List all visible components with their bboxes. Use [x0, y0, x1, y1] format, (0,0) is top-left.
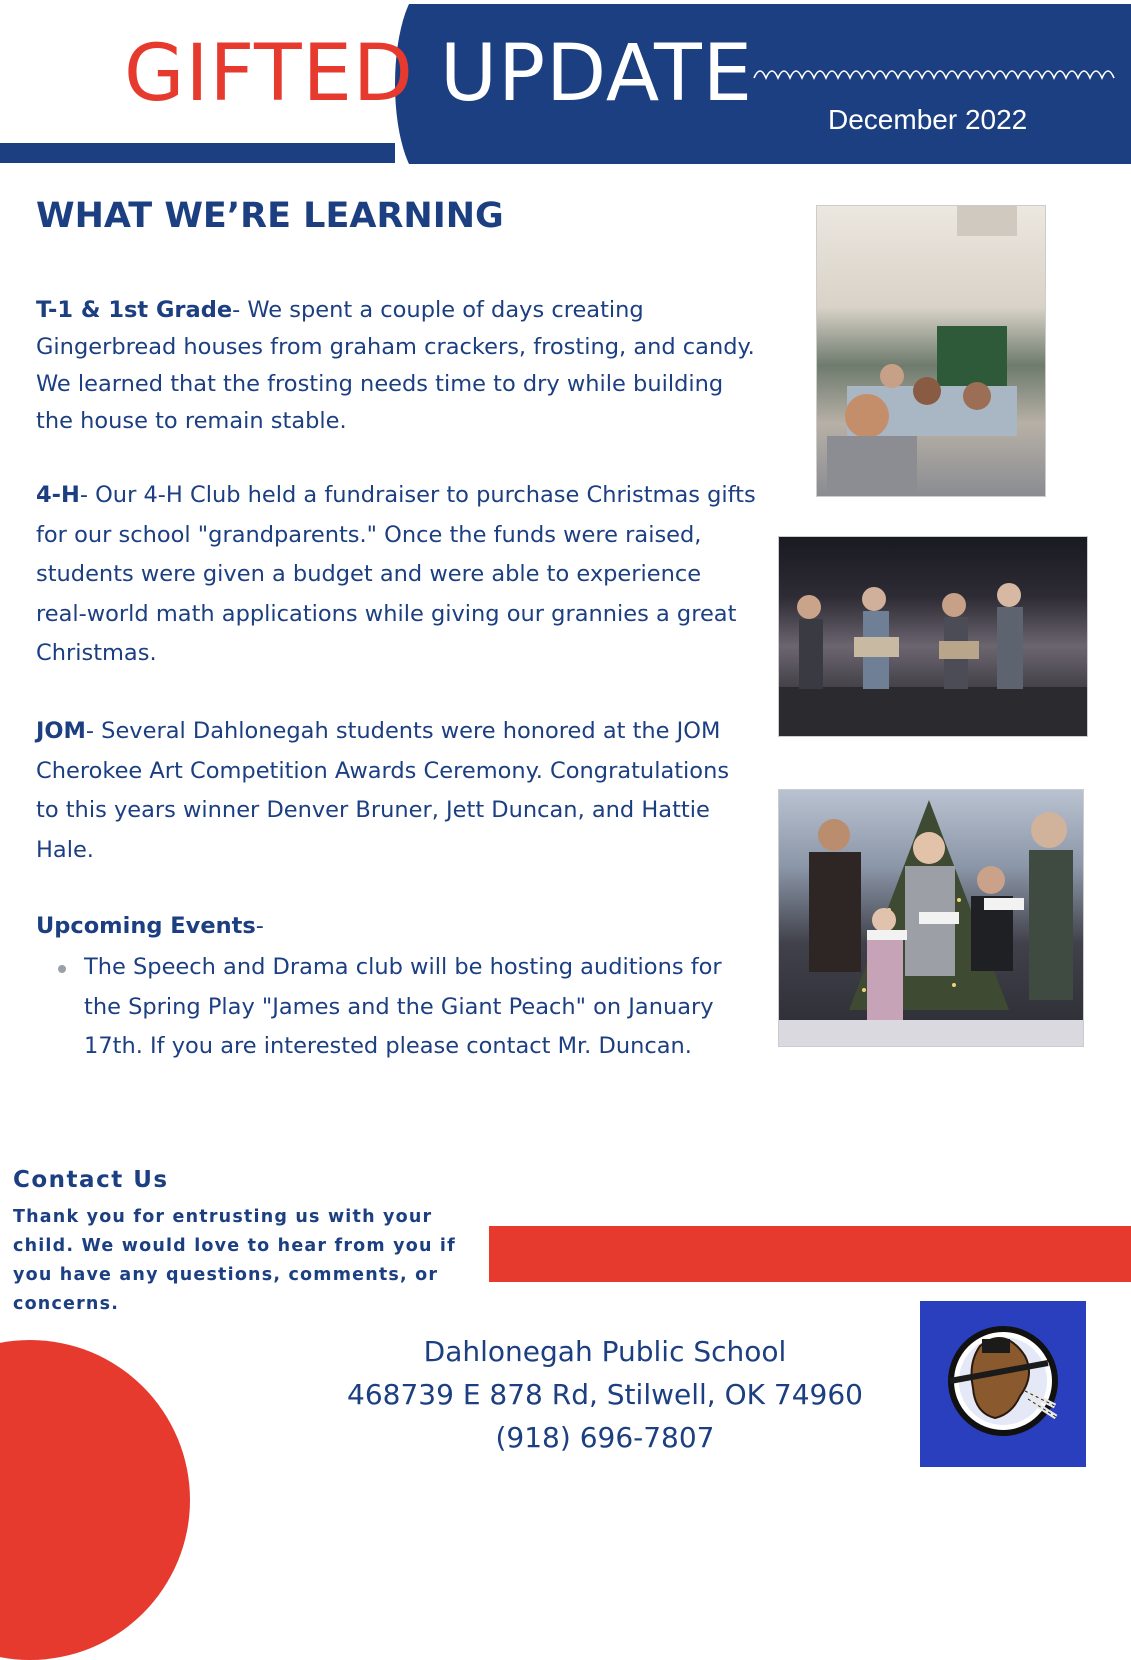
- paragraph-label: T-1 & 1st Grade: [36, 297, 233, 323]
- red-accent-bar: [489, 1226, 1131, 1282]
- wave-decoration: [752, 60, 1124, 86]
- contact-title: Contact Us: [13, 1167, 169, 1193]
- paragraph-text: - Our 4-H Club held a fundraiser to purchase Christmas gifts for our school "grandparents." Once the funds were raised, students were given a budget and were able to experience real-world math applications while giving our grannies a great Christmas.: [36, 482, 756, 666]
- photo-4h-grandparents: [778, 536, 1088, 737]
- school-name: Dahlonegah Public School: [423, 1335, 787, 1368]
- mascot-logo-icon: [920, 1301, 1086, 1467]
- school-logo: [920, 1301, 1086, 1467]
- school-address: 468739 E 878 Rd, Stilwell, OK 74960: [347, 1378, 863, 1411]
- issue-date: December 2022: [828, 104, 1028, 135]
- photo-gingerbread-class: [816, 205, 1046, 497]
- upcoming-event-item: The Speech and Drama club will be hosting auditions for the Spring Play "James and the Giant Peach" on January 17th. If you are interested please contact Mr. Duncan.: [84, 954, 722, 1059]
- paragraph-text: - Several Dahlonegah students were honored at the JOM Cherokee Art Competition Awards Ceremony. Congratulations to this years winner Denver Bruner, Jett Duncan, and Hattie Hale.: [36, 718, 730, 863]
- title-update: UPDATE: [440, 29, 754, 119]
- upcoming-suffix: -: [255, 913, 264, 939]
- header-rule: [0, 143, 395, 163]
- upcoming-events-heading: [36, 908, 264, 944]
- bullet-icon: [58, 965, 66, 973]
- section-title: WHAT WE’RE LEARNING: [36, 196, 504, 236]
- upcoming-label: Upcoming Events: [36, 913, 256, 939]
- photo-jom-illustration: [779, 790, 1083, 1046]
- school-phone: (918) 696-7807: [495, 1421, 715, 1454]
- red-corner-accent: [0, 1340, 190, 1660]
- paragraph-t1-grade: [36, 292, 756, 440]
- contact-text: Thank you for entrusting us with your child. We would love to hear from you if you have any questions, comments, or concerns.: [13, 1207, 456, 1314]
- title-gifted: GIFTED: [124, 29, 414, 119]
- paragraph-4h: [36, 476, 756, 674]
- photo-4h-illustration: [779, 537, 1087, 736]
- paragraph-jom: [36, 712, 756, 870]
- paragraph-label: 4-H: [36, 482, 80, 508]
- photo-jom-winners: [778, 789, 1084, 1047]
- paragraph-text: - We spent a couple of days creating Gingerbread houses from graham crackers, frosting, and candy. We learned that the frosting needs time to dry while building the house to remain stable.: [36, 297, 755, 434]
- photo-gingerbread-illustration: [817, 206, 1045, 496]
- paragraph-label: JOM: [36, 718, 86, 744]
